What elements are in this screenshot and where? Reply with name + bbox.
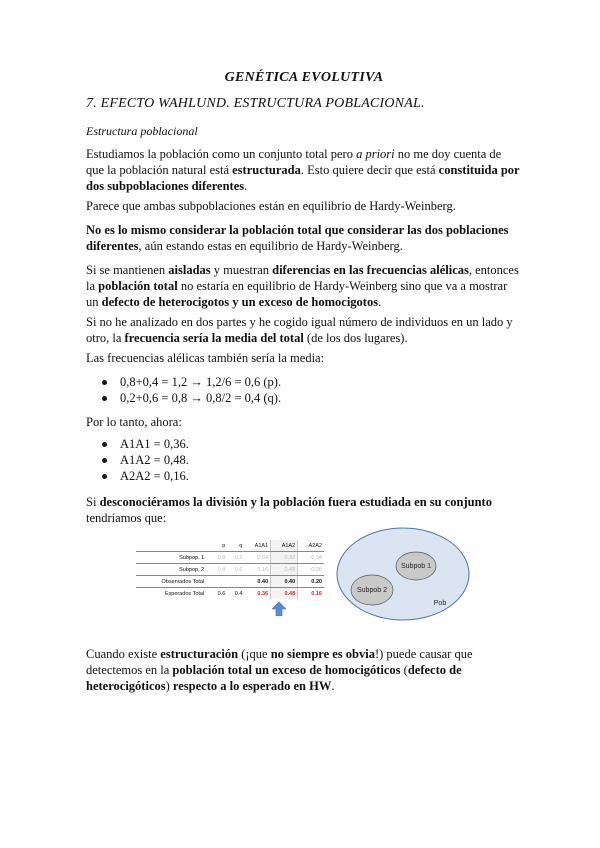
frequency-table-figure — [136, 540, 324, 610]
table-cell: 0.48 — [271, 564, 298, 576]
list-item: A2A2 = 0,16. — [86, 468, 189, 484]
subpopulation-2-label: Subpob 2 — [357, 587, 387, 594]
table-cell: 0.36 — [298, 564, 324, 576]
paragraph-mean-frequency: Si no he analizado en dos partes y he cogido igual número de individuos en un lado y otro, la frecuencia sería la media del total (de los dos lugares). — [86, 315, 513, 345]
table-cell: 0.40 — [244, 576, 270, 588]
col-header-a1a1: A1A1 — [244, 540, 270, 552]
table-row — [136, 576, 324, 588]
frequency-table — [136, 540, 324, 599]
table-cell: 0.4 — [234, 590, 243, 597]
list-item: 0,8+0,4 = 1,2 → 1,2/6 = 0,6 (p). — [86, 374, 281, 390]
table-cell: 0.6 — [217, 590, 226, 597]
paragraph-unknown-division: Si desconociéramos la división y la población fuera estudiada en su conjunto tendríamos que: — [86, 495, 492, 525]
total-population-label: Pob — [433, 600, 447, 607]
paragraph-structure: Estudiamos la población como un conjunto total pero a priori no me doy cuenta de que la población natural está estructurada. Esto quiere decir que está constituida por dos subpoblaciones diferentes. — [86, 147, 520, 193]
paragraph-equilibrium: Parece que ambas subpoblaciones están en equilibrio de Hardy-Weinberg. — [86, 199, 456, 213]
page-title: GENÉTICA EVOLUTIVA — [224, 70, 384, 85]
table-cell: 0.04 — [298, 552, 324, 564]
table-cell: 0.36 — [257, 590, 269, 597]
table-cell: 0.2 — [227, 552, 244, 564]
table-cell: 0.4 — [210, 564, 227, 576]
table-cell — [210, 576, 227, 588]
table-cell: 0.16 — [311, 590, 322, 597]
section-heading: 7. EFECTO WAHLUND. ESTRUCTURA POBLACIONAL. — [86, 96, 425, 111]
row-label: Observados Total — [136, 576, 210, 588]
col-header-a1a2: A1A2 — [271, 540, 298, 552]
row-label: Subpop. 2 — [136, 564, 210, 576]
subpopulation-1-label: Subpob 1 — [401, 563, 431, 570]
table-row — [136, 588, 324, 600]
row-label: Esperados Total — [164, 590, 205, 597]
paragraph-conclusion: Cuando existe estructuración (¡que no siempre es obvia!) puede causar que detectemos en la población total un exceso de homocigóticos (defecto de heterocigóticos) respecto a lo esperado en HW. — [86, 647, 473, 693]
row-label: Subpop. 1 — [136, 552, 210, 564]
table-cell: 0.48 — [271, 588, 298, 600]
paragraph-therefore: Por lo tanto, ahora: — [86, 415, 182, 429]
table-cell: 0.16 — [244, 564, 270, 576]
table-header-row — [136, 540, 324, 552]
table-cell: 0.32 — [271, 552, 298, 564]
col-header-p: p — [210, 540, 227, 552]
subheading: Estructura poblacional — [86, 124, 198, 138]
bullet-list-genotypes — [86, 436, 189, 484]
up-arrow-icon — [272, 602, 286, 616]
paragraph-allele-mean: Las frecuencias alélicas también sería la media: — [86, 351, 325, 365]
col-header-a2a2: A2A2 — [298, 540, 324, 552]
col-header-q: q — [227, 540, 244, 552]
table-cell: 0.20 — [298, 576, 324, 588]
table-cell — [227, 576, 244, 588]
table-row — [136, 564, 324, 576]
bullet-list-frequencies — [86, 374, 281, 406]
list-item: A1A2 = 0,48. — [86, 452, 189, 468]
table-cell: 0.64 — [244, 552, 270, 564]
list-item: 0,2+0,6 = 0,8 → 0,8/2 = 0,4 (q). — [86, 390, 281, 406]
table-cell: 0.6 — [227, 564, 244, 576]
paragraph-isolated: Si se mantienen aisladas y muestran diferencias en las frecuencias alélicas, entonces la población total no estaría en equilibrio de Hardy-Weinberg sino que va a mostrar un defecto de heterocigotos y un exceso de homocigotos. — [86, 263, 519, 309]
table-cell: 0.8 — [210, 552, 227, 564]
list-item: A1A1 = 0,36. — [86, 436, 189, 452]
table-cell: 0.40 — [271, 576, 298, 588]
paragraph-not-same: No es lo mismo considerar la población total que considerar las dos poblaciones diferentes, aún estando estas en equilibrio de Hardy-Weinberg. — [86, 223, 509, 253]
population-venn-diagram — [336, 526, 470, 622]
table-row — [136, 552, 324, 564]
